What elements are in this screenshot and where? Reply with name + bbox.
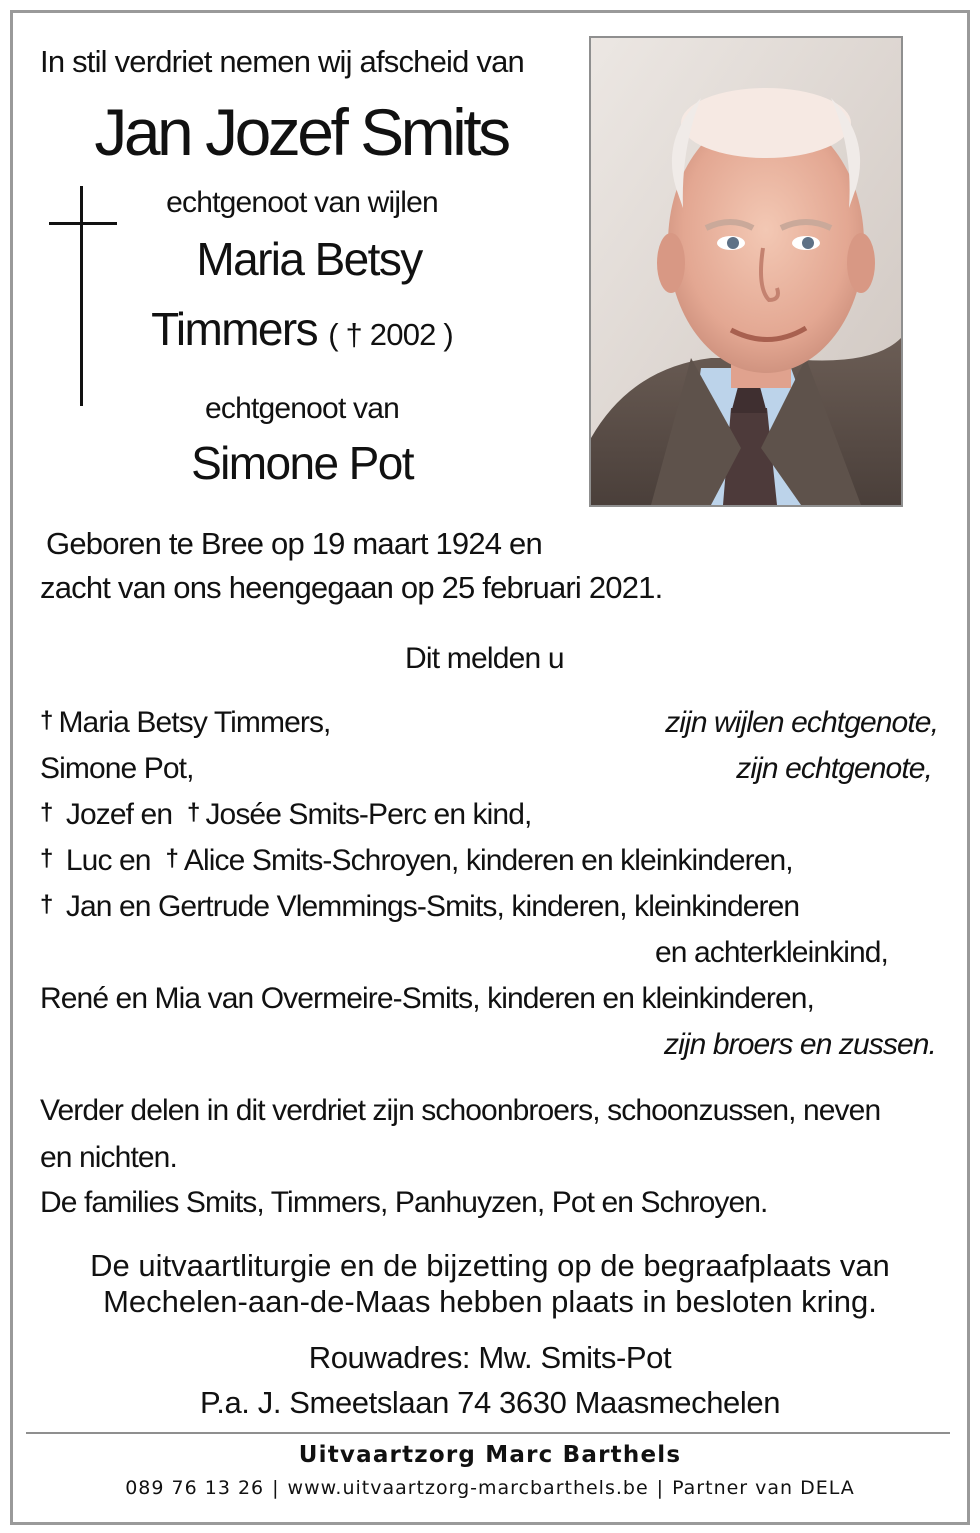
family-line <box>40 936 888 976</box>
portrait-photo <box>589 36 903 507</box>
dagger-icon: † <box>40 799 53 826</box>
family-line <box>40 982 938 1022</box>
cross-icon-bar <box>49 222 117 225</box>
late-spouse-surname-line <box>0 302 604 356</box>
liturgy-line-2: Mechelen-aan-de-Maas hebben plaats in besloten kring. <box>103 1284 877 1319</box>
family-line <box>40 1028 936 1068</box>
family-line-right: zijn broers en zussen. <box>663 1028 936 1061</box>
late-spouse-death-year: ( † 2002 ) <box>328 317 453 352</box>
spouse-name: Simone Pot <box>191 437 413 489</box>
family-line <box>40 890 938 930</box>
intro-text: In stil verdriet nemen wij afscheid van <box>40 44 524 79</box>
family-line-continuation: en achterkleinkind, <box>654 936 888 969</box>
family-line-left: Jan en Gertrude Vlemmings-Smits, kinderen, kleinkinderen <box>65 890 800 923</box>
dagger-icon: † <box>165 845 178 872</box>
family-line-right: zijn wijlen echtgenote, <box>665 706 938 739</box>
announcement-label: Dit melden u <box>405 642 564 675</box>
family-line-part2: Josée Smits-Perc en kind, <box>205 798 532 831</box>
late-spouse-surname: Timmers <box>151 303 318 355</box>
family-line-right: zijn echtgenote, <box>736 752 932 785</box>
family-line-left: Simone Pot, <box>40 752 194 785</box>
footer-contact <box>0 1477 980 1499</box>
footer-partner: Partner van DELA <box>672 1477 855 1499</box>
family-line-left: René en Mia van Overmeire-Smits, kinderen en kleinkinderen, <box>40 982 814 1015</box>
dagger-icon: † <box>40 845 53 872</box>
birth-line: Geboren te Bree op 19 maart 1924 en <box>46 526 542 561</box>
family-line <box>40 798 938 838</box>
dagger-icon: † <box>40 891 53 918</box>
family-line <box>40 706 938 746</box>
footer-separator: | <box>272 1477 280 1499</box>
dagger-icon: † <box>40 707 53 734</box>
families-line: De families Smits, Timmers, Panhuyzen, Pot en Schroyen. <box>40 1186 768 1219</box>
family-line-left: Maria Betsy Timmers, <box>58 706 331 739</box>
dagger-icon: † <box>186 799 200 826</box>
liturgy-line-1: De uitvaartliturgie en de bijzetting op de begraafplaats van <box>90 1248 890 1283</box>
footer-phone: 089 76 13 26 <box>125 1477 265 1499</box>
footer-separator: | <box>656 1477 665 1499</box>
spouse-relation: echtgenoot van <box>205 392 399 425</box>
family-line-part1: Jozef en <box>65 798 173 831</box>
mourning-address-line-2: P.a. J. Smeetslaan 74 3630 Maasmechelen <box>199 1385 781 1420</box>
family-line-part2: Alice Smits-Schroyen, kinderen en kleinkinderen, <box>183 844 793 877</box>
death-line: zacht van ons heengegaan op 25 februari 2021. <box>40 570 663 605</box>
funeral-company-name: Uitvaartzorg Marc Barthels <box>298 1442 682 1468</box>
deceased-name: Jan Jozef Smits <box>94 95 508 169</box>
mourning-address-line-1: Rouwadres: Mw. Smits-Pot <box>308 1340 672 1375</box>
footer-website-link[interactable]: www.uitvaartzorg-marcbarthels.be <box>287 1477 649 1499</box>
family-line <box>40 752 932 792</box>
family-line-part1: Luc en <box>65 844 151 877</box>
further-line-1: Verder delen in dit verdriet zijn schoonbroers, schoonzussen, neven <box>40 1094 881 1127</box>
further-line-2: en nichten. <box>40 1141 177 1174</box>
late-spouse-first-names: Maria Betsy <box>196 233 422 285</box>
family-line <box>40 844 938 884</box>
footer-divider <box>26 1432 950 1434</box>
late-spouse-relation: echtgenoot van wijlen <box>166 186 438 219</box>
